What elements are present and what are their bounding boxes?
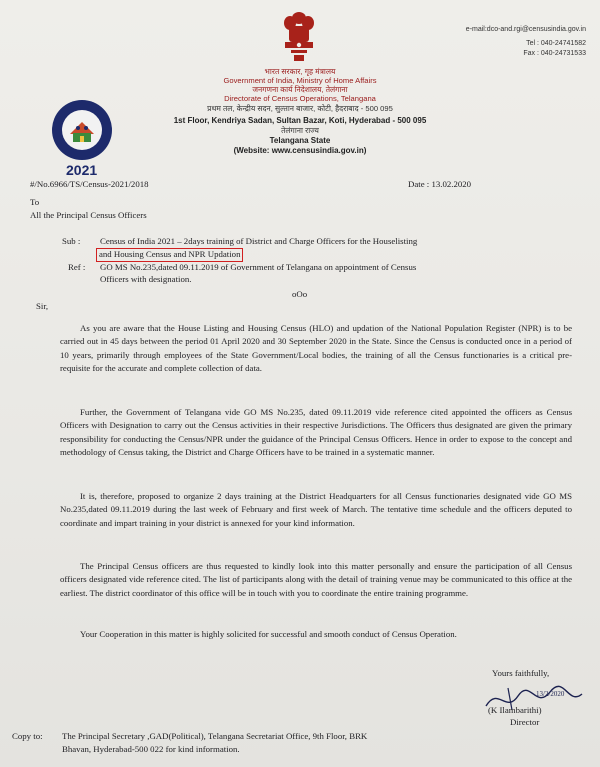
subject-highlight: and Housing Census and NPR Updation	[96, 248, 243, 262]
recipients: All the Principal Census Officers	[30, 210, 147, 220]
reference-label: Ref :	[68, 262, 86, 272]
paragraph-4: The Principal Census officers are thus requested to kindly look into this matter personally and ensure the participation of all Census officers designated vide reference cited. The list of participants along with the detail of training venue may be communicated to this office at the earliest. The district coordinator of this office will be in touch with you to coordinate the entire training programme.	[60, 561, 572, 598]
paragraph-5: Your Cooperation in this matter is highly solicited for successful and smooth conduct of Census Operation.	[80, 629, 457, 639]
ministry-line: Government of India, Ministry of Home Affairs	[223, 76, 377, 85]
paragraph-2: Further, the Government of Telangana vide GO MS No.235, dated 09.11.2019 vide reference cited appointed the officers as Census Officers with Designation to carry out the Census activities in their respective Jurisdictions. The Officers thus designated are given the primary responsibility for conducting the Census/NPR under the guidance of the Principal Census Officers. Hence in order to expose to the concept and methodology of Census taking, the District and Charge Officers have to be trained in a systematic manner.	[60, 407, 572, 458]
contact-fax: Fax : 040-24731533	[523, 50, 586, 57]
census-logo-icon	[50, 98, 114, 162]
hindi-ministry-line: भारत सरकार, गृह मंत्रालय	[264, 67, 336, 76]
separator: oOo	[292, 289, 308, 299]
paragraph-1: As you are aware that the House Listing and Housing Census (HLO) and updation of the National Population Register (NPR) is to be carried out in 45 days between the period 01 April 2020 and 30 September 2020 in the State. Since the Census is conducted once in a period of 10 years, primarily through employees of the State Government/Local bodies, the training of all the Census functionaries is a critical pre-requisite for the accurate and complete collection of data.	[60, 323, 572, 374]
subject-line-1: Census of India 2021 – 2days training of District and Charge Officers for the Houselisting	[100, 236, 418, 246]
national-emblem-icon	[275, 8, 323, 66]
copy-to-label: Copy to:	[12, 731, 43, 741]
to-label: To	[30, 197, 40, 207]
signature-date: 13/2/2020	[536, 690, 565, 698]
signatory-designation: Director	[510, 717, 540, 727]
reference-line-2: Officers with designation.	[100, 274, 192, 284]
state-line: Telangana State	[269, 136, 331, 145]
contact-email: e-mail:dco-and.rgi@censusindia.gov.in	[465, 26, 586, 33]
closing: Yours faithfully,	[492, 668, 550, 678]
hindi-state-line: तेलंगाना राज्य	[281, 126, 319, 135]
subject-label: Sub :	[62, 236, 81, 246]
reference-line-1: GO MS No.235,dated 09.11.2019 of Government of Telangana on appointment of Census	[100, 262, 417, 272]
copy-to-line-2: Bhavan, Hyderabad-500 022 for kind information.	[62, 744, 240, 754]
census-year: 2021	[66, 162, 98, 178]
reference-number: #/No.6966/TS/Census-2021/2018	[30, 179, 149, 189]
hindi-address-line: प्रथम तल, केन्द्रीय सदन, सुल्तान बाजार, कोटी, हैदराबाद - 500 095	[207, 104, 393, 113]
contact-phone: Tel : 040-24741582	[526, 40, 586, 47]
directorate-line: Directorate of Census Operations, Telangana	[224, 94, 376, 103]
address-line: 1st Floor, Kendriya Sadan, Sultan Bazar, Koti, Hyderabad - 500 095	[173, 116, 427, 125]
copy-to-line-1: The Principal Secretary ,GAD(Political), Telangana Secretariat Office, 9th Floor, BRK	[62, 731, 368, 741]
paragraph-3: It is, therefore, proposed to organize 2 days training at the District Headquarters for all Census functionaries designated vide GO MS No.235,dated 09.11.2019 during the last week of February and first week of March. The tentative time schedule and the officers deputed to coordinate and impart training in your district is annexed for your kind information.	[60, 491, 572, 528]
signatory-name: (K Ilambarithi)	[488, 705, 542, 715]
hindi-directorate-line: जनगणना कार्य निदेशालय, तेलंगाना	[252, 85, 348, 94]
website-line: (Website: www.censusindia.gov.in)	[233, 146, 367, 155]
letter-date: Date : 13.02.2020	[408, 179, 472, 189]
salutation: Sir,	[36, 301, 49, 311]
